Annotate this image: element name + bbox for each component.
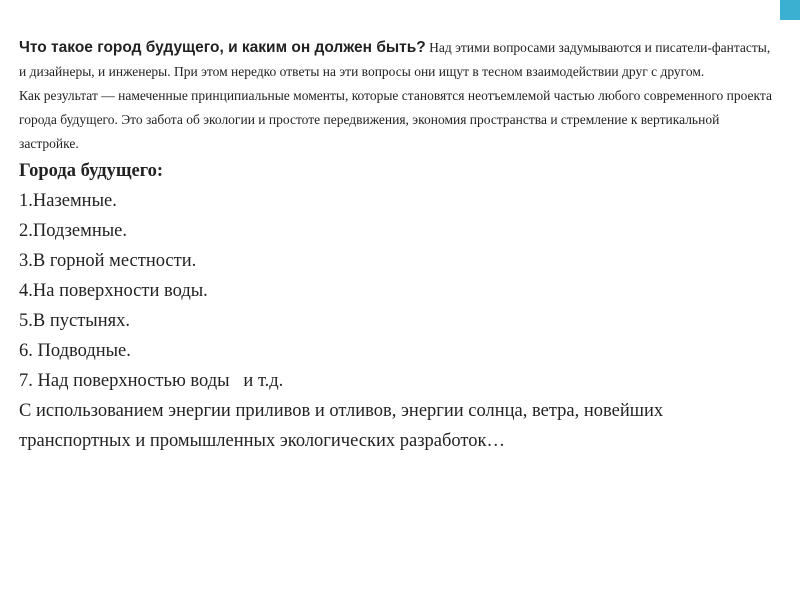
outro-paragraph: С использованием энергии приливов и отливов, энергии солнца, ветра, новейших транспортных и промышленных экологических разработок… [19,401,664,451]
city-types-list [19,186,779,396]
list-item: 5.В пустынях. [19,311,130,331]
list-item: 2.Подземные. [19,221,127,241]
result-paragraph: Как результат — намеченные принципиальные моменты, которые становятся неотъемлемой частью любого современного проекта города будущего. Это забота об экологии и простоте передвижения, экономия пространства и стремление к вертикальной застройке. [19,88,772,151]
intro-paragraph [19,36,779,84]
corner-accent [780,0,800,20]
list-item: 4.На поверхности воды. [19,281,208,301]
list-item: 6. Подводные. [19,341,131,361]
intro-lead: Что такое город будущего, и каким он должен быть? [19,39,426,56]
list-heading: Города будущего: [19,161,164,181]
list-item: 7. Над поверхностью воды и т.д. [19,371,284,391]
list-item: 1.Наземные. [19,191,117,211]
intro-text: Над этими вопросами задумываются и писатели-фантасты, и дизайнеры, и инженеры. При этом нередко ответы на эти вопросы они ищут в тесном взаимодействии друг с другом. [19,40,771,79]
list-item: 3.В горной местности. [19,251,197,271]
slide-content [19,36,779,456]
